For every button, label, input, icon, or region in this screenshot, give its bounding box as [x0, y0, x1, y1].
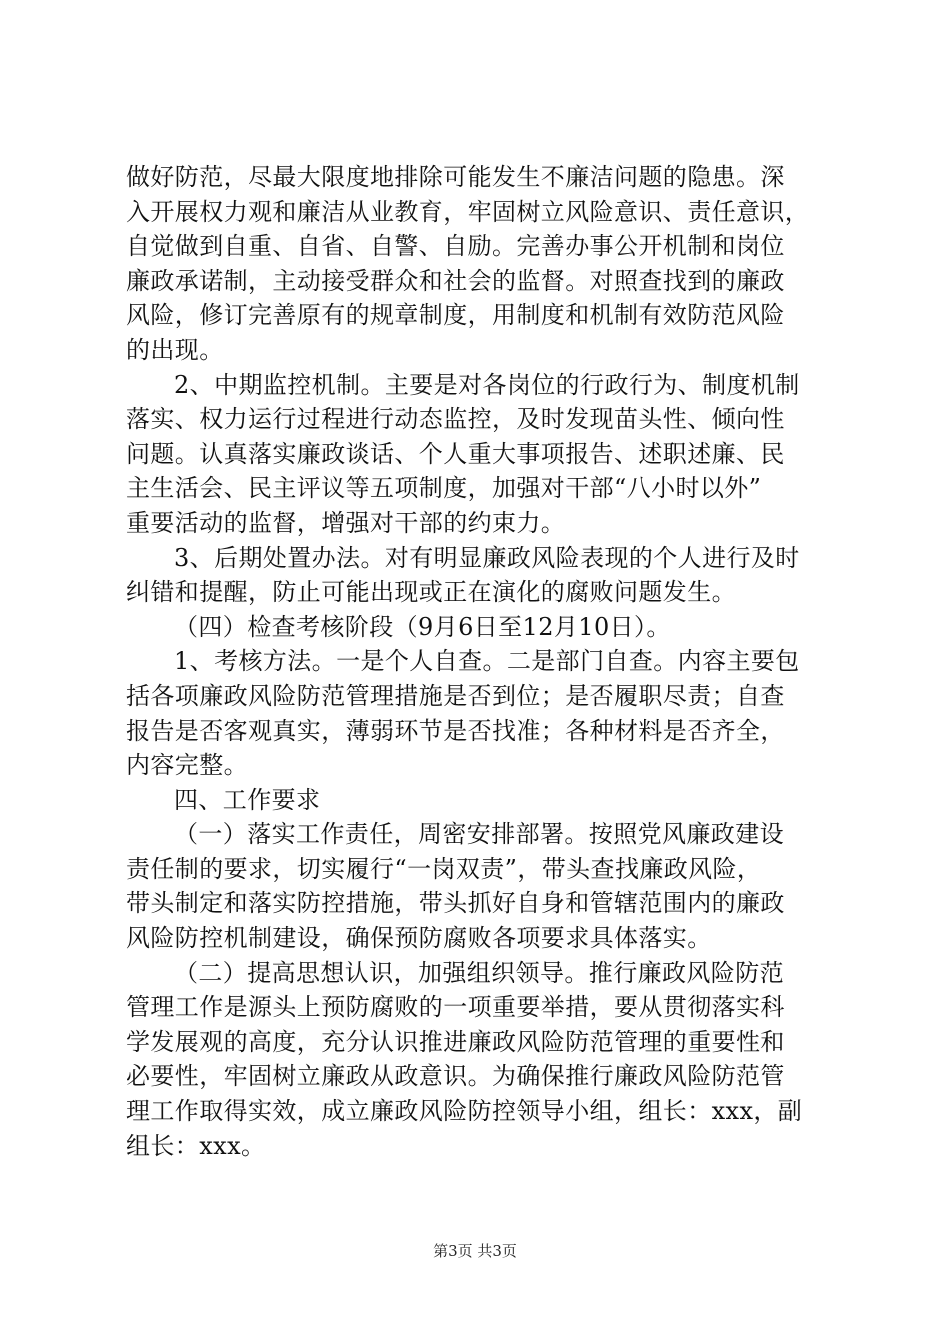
document-body: [126, 160, 826, 1163]
text-line: （二）提高思想认识，加强组织领导。推行廉政风险防范: [174, 958, 784, 987]
text-line: 学发展观的高度，充分认识推进廉政风险防范管理的重要性和: [126, 1027, 785, 1056]
page-footer: 第3页 共3页: [433, 1242, 517, 1260]
text-line: 管理工作是源头上预防腐败的一项重要举措，要从贯彻落实科: [126, 993, 785, 1022]
text-line: 做好防范，尽最大限度地排除可能发生不廉洁问题的隐患。深: [126, 163, 785, 191]
text-line: 3、后期处置办法。对有明显廉政风险表现的个人进行及时: [174, 543, 800, 572]
text-line: （四）检查考核阶段（9月6日至12月10日）。: [174, 612, 671, 641]
text-line: 廉政承诺制，主动接受群众和社会的监督。对照查找到的廉政: [126, 266, 785, 295]
text-line: 风险，修订完善原有的规章制度，用制度和机制有效防范风险: [126, 301, 785, 330]
text-line: 纠错和提醒，防止可能出现或正在演化的腐败问题发生。: [126, 578, 736, 607]
text-line: 报告是否客观真实，薄弱环节是否找准；各种材料是否齐全，: [126, 716, 785, 745]
text-line: 入开展权力观和廉洁从业教育，牢固树立风险意识、责任意识，: [126, 197, 810, 226]
text-line: 必要性，牢固树立廉政从政意识。为确保推行廉政风险防范管: [126, 1062, 785, 1091]
text-line: 风险防控机制建设，确保预防腐败各项要求具体落实。: [126, 924, 712, 953]
text-line: 责任制的要求，切实履行“一岗双责”，带头查找廉政风险，: [126, 854, 762, 883]
text-line: 主生活会、民主评议等五项制度，加强对干部“八小时以外”: [126, 474, 762, 503]
text-line: 内容完整。: [126, 751, 248, 780]
text-line: 带头制定和落实防控措施，带头抓好自身和管辖范围内的廉政: [126, 889, 785, 918]
text-line: （一）落实工作责任，周密安排部署。按照党风廉政建设: [174, 820, 784, 849]
text-line: 1、考核方法。一是个人自查。二是部门自查。内容主要包: [174, 647, 800, 676]
text-line: 的出现。: [126, 335, 224, 364]
text-line: 2、中期监控机制。主要是对各岗位的行政行为、制度机制: [174, 370, 800, 399]
text-line: 括各项廉政风险防范管理措施是否到位；是否履职尽责；自查: [126, 681, 785, 710]
section-heading: 四、工作要求: [174, 785, 321, 814]
text-line: 重要活动的监督，增强对干部的约束力。: [126, 508, 566, 537]
text-line: 理工作取得实效，成立廉政风险防控领导小组，组长：xxx，副: [126, 1097, 803, 1126]
text-line: 落实、权力运行过程进行动态监控，及时发现苗头性、倾向性: [126, 405, 785, 434]
text-line: 组长：xxx。: [126, 1131, 266, 1160]
text-line: 问题。认真落实廉政谈话、个人重大事项报告、述职述廉、民: [126, 439, 785, 468]
text-line: 自觉做到自重、自省、自警、自励。完善办事公开机制和岗位: [126, 232, 785, 261]
